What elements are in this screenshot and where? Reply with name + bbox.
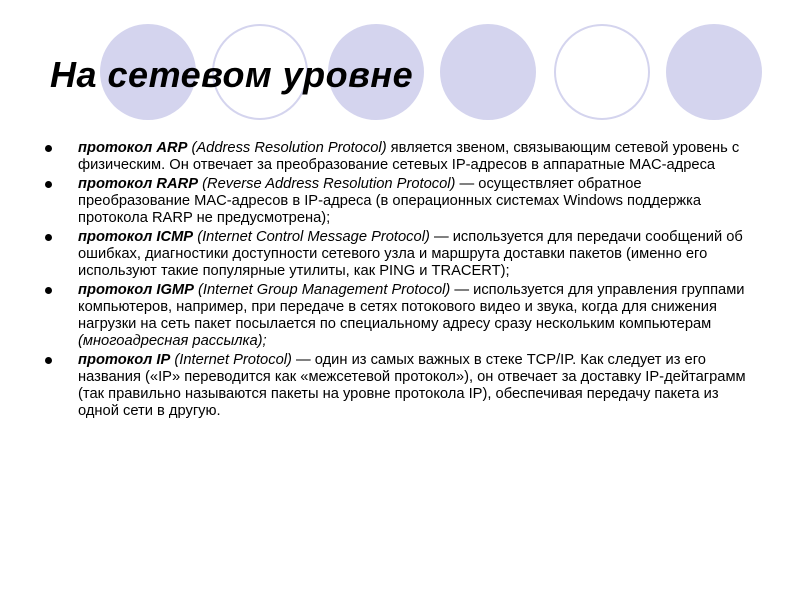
item-expansion: (Internet Protocol) <box>170 352 292 368</box>
item-term: протокол ARP <box>78 140 188 156</box>
item-expansion: (Reverse Address Resolution Protocol) <box>198 176 456 192</box>
item-text: — используется для передачи сообщений об ошибках, диагностики доступности сетевого узла и маршрута доставки пакетов (именно его используют такие популярные утилиты, как PING и TRACERT); <box>78 229 743 279</box>
decor-circle-outline <box>554 24 650 120</box>
list-item-icmp <box>40 229 746 280</box>
slide-title: На сетевом уровне <box>50 54 414 95</box>
decor-circle-filled <box>440 24 536 120</box>
item-text: — один из самых важных в стеке TCP/IP. Как следует из его названия («IP» переводится как «межсетевой протокол»), он отвечает за доставку IP-дейтаграмм (так правильно называются пакеты на уровне протокола IP), обеспечивая передачу пакета из одной сети в другую. <box>78 352 746 419</box>
item-expansion: (Address Resolution Protocol) <box>187 140 387 156</box>
item-term: протокол ICMP <box>78 229 194 245</box>
decor-circle-filled <box>666 24 762 120</box>
item-text: — осуществляет обратное преобразование MAC-адресов в IP-адреса (в операционных системах Windows поддержка протокола RARP не предусмотрена); <box>78 176 702 226</box>
list-item-arp <box>40 140 746 174</box>
item-term: протокол IP <box>78 352 171 368</box>
list-item-igmp <box>40 282 746 350</box>
list-item-ip <box>40 352 746 420</box>
item-term: протокол IGMP <box>78 282 194 298</box>
bullet-dot-icon <box>45 287 52 294</box>
item-text: является звеном, связывающим сетевой уровень с физическим. Он отвечает за преобразование сетевых IP-адресов в аппаратные MAC-адреса <box>78 140 740 173</box>
item-expansion: (Internet Group Management Protocol) <box>193 282 451 298</box>
bullet-dot-icon <box>45 234 52 241</box>
bullet-dot-icon <box>45 181 52 188</box>
bullet-dot-icon <box>45 145 52 152</box>
item-text: — используется для управления группами компьютеров, например, при передаче в сетях потокового видео и звука, когда для снижения нагрузки на сеть пакет посылается по специальному адресу сразу нескольким компьютерам <box>78 282 745 332</box>
bullet-list <box>40 140 746 422</box>
bullet-dot-icon <box>45 357 52 364</box>
item-expansion: (Internet Control Message Protocol) <box>193 229 430 245</box>
item-note: (многоадресная рассылка); <box>78 333 267 349</box>
item-term: протокол RARP <box>78 176 199 192</box>
list-item-rarp <box>40 176 746 227</box>
